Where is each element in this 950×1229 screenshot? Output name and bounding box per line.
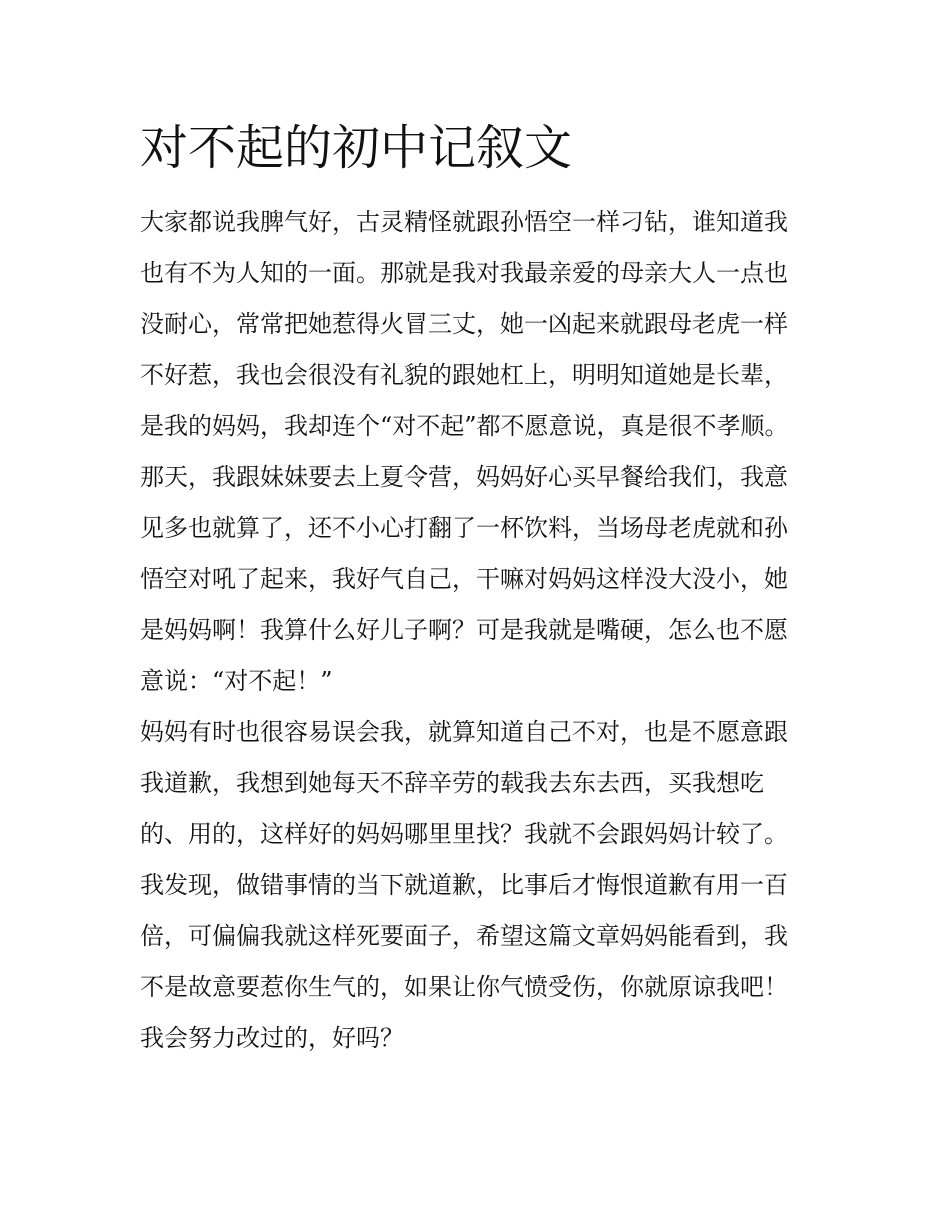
text-line: 是我的妈妈，我却连个“对不起”都不愿意说，真是很不孝顺。 [140, 412, 789, 440]
text-line: 不好惹，我也会很没有礼貌的跟她杠上，明明知道她是长辈， [140, 361, 788, 389]
text-line: 也有不为人知的一面。那就是我对我最亲爱的母亲大人一点也 [140, 259, 788, 287]
text-line: 倍，可偏偏我就这样死要面子，希望这篇文章妈妈能看到，我 [140, 922, 788, 950]
text-line: 我道歉，我想到她每天不辞辛劳的载我去东去西，买我想吃 [140, 769, 764, 797]
text-line: 见多也就算了，还不小心打翻了一杯饮料，当场母老虎就和孙 [140, 514, 788, 542]
document-title: 对不起的初中记叙文 [140, 120, 573, 176]
text-line: 我发现，做错事情的当下就道歉，比事后才悔恨道歉有用一百 [140, 871, 788, 899]
text-line: 意说：“对不起！” [140, 667, 333, 695]
text-line: 大家都说我脾气好，古灵精怪就跟孙悟空一样刁钻，谁知道我 [140, 208, 788, 236]
text-line: 没耐心，常常把她惹得火冒三丈，她一凶起来就跟母老虎一样 [140, 310, 788, 338]
text-line: 是妈妈啊！我算什么好儿子啊？可是我就是嘴硬，怎么也不愿 [140, 616, 788, 644]
document-body [140, 197, 840, 1064]
text-line: 悟空对吼了起来，我好气自己，干嘛对妈妈这样没大没小，她 [140, 565, 788, 593]
text-line: 妈妈有时也很容易误会我，就算知道自己不对，也是不愿意跟 [140, 718, 788, 746]
text-line: 我会努力改过的，好吗？ [140, 1024, 404, 1052]
text-line: 不是故意要惹你生气的，如果让你气愤受伤，你就原谅我吧！ [140, 973, 788, 1001]
text-line: 那天，我跟妹妹要去上夏令营，妈妈好心买早餐给我们，我意 [140, 463, 788, 491]
text-line: 的、用的，这样好的妈妈哪里里找？我就不会跟妈妈计较了。 [140, 820, 788, 848]
